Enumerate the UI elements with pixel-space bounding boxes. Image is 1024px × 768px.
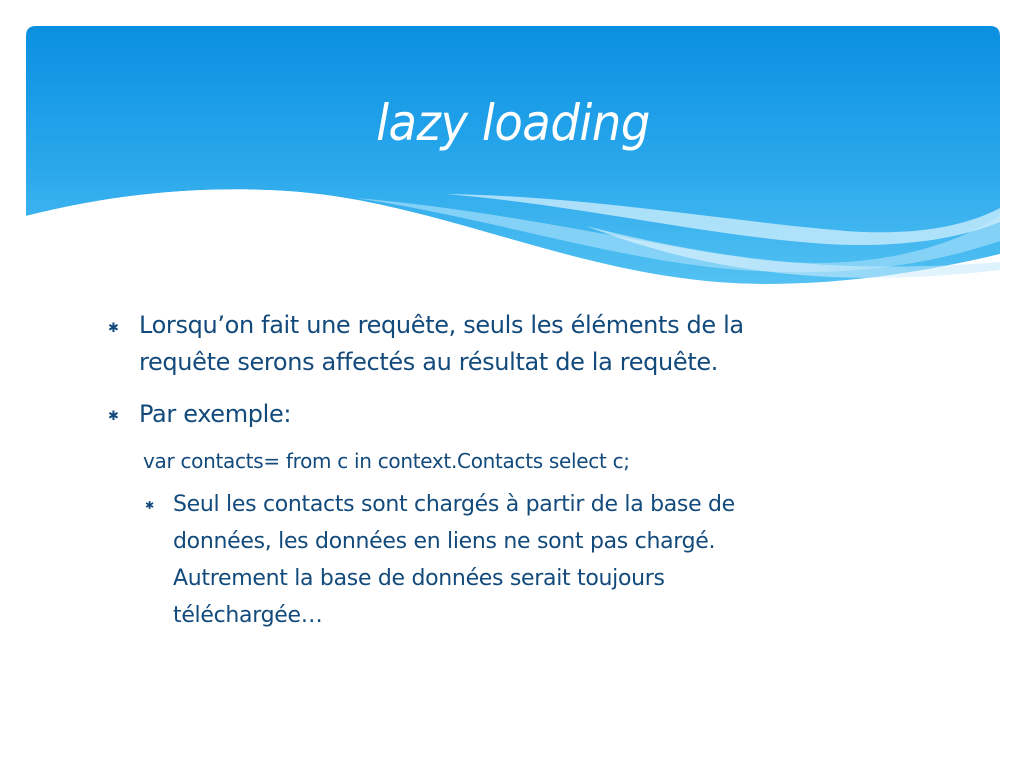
- bullet-1-line-1: Lorsqu’on fait une requête, seuls les éléments de la: [139, 311, 744, 339]
- slide-title: lazy loading: [376, 94, 650, 152]
- bullet-1-line-2: requête serons affectés au résultat de la requête.: [139, 348, 719, 376]
- bullet-item-1: [139, 307, 919, 381]
- bullet-2-line-1: Par exemple:: [139, 400, 292, 428]
- sub-bullet-line-2: données, les données en liens ne sont pas chargé.: [173, 529, 716, 554]
- sub-bullet-item: [173, 486, 873, 634]
- asterisk-icon: ✱: [145, 499, 155, 512]
- asterisk-icon: ✱: [108, 409, 119, 424]
- asterisk-icon: ✱: [108, 321, 119, 336]
- sub-bullet-line-3: Autrement la base de données serait toujours: [173, 566, 665, 591]
- code-example: var contacts= from c in context.Contacts select c;: [143, 449, 630, 473]
- bullet-item-2: [139, 396, 919, 433]
- sub-bullet-line-1: Seul les contacts sont chargés à partir de la base de: [173, 492, 735, 517]
- sub-bullet-line-4: téléchargée…: [173, 603, 323, 628]
